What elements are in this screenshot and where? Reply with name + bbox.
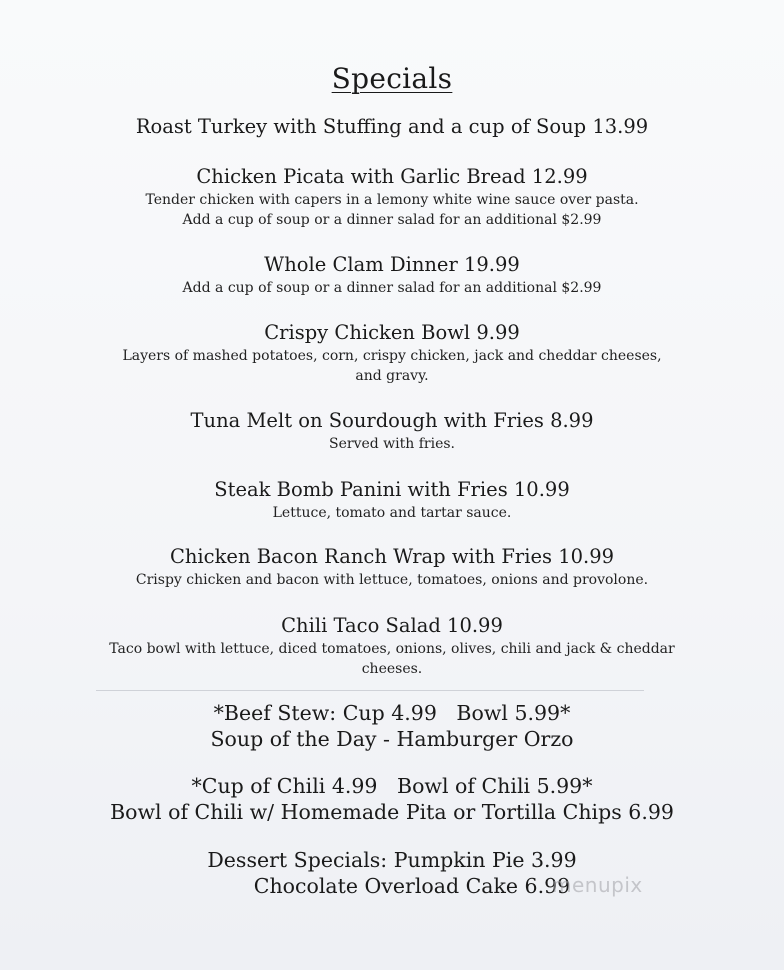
item-name: Roast Turkey with Stuffing and a cup of Soup 13.99: [135, 115, 649, 138]
chili-prices-line: *Cup of Chili 4.99 Bowl of Chili 5.99*: [191, 774, 593, 798]
menu-item: [40, 320, 744, 386]
page-title: Specials: [331, 62, 453, 95]
item-name: Crispy Chicken Bowl 9.99: [264, 321, 520, 344]
item-name: Whole Clam Dinner 19.99: [264, 253, 520, 276]
menu-item: [40, 544, 744, 590]
dessert-line-1: Dessert Specials: Pumpkin Pie 3.99: [207, 848, 577, 872]
item-description: Lettuce, tomato and tartar sauce.: [272, 505, 512, 521]
item-description: Served with fries.: [329, 436, 455, 452]
item-description: cheeses.: [361, 661, 423, 677]
item-description: Layers of mashed potatoes, corn, crispy chicken, jack and cheddar cheeses,: [122, 348, 662, 364]
watermark-logo: menupix: [552, 873, 643, 897]
soup-section: [40, 700, 744, 752]
menu-item: [40, 477, 744, 523]
menu-item: [40, 252, 744, 298]
item-description: Tender chicken with capers in a lemony white wine sauce over pasta.: [145, 192, 639, 208]
item-description: Add a cup of soup or a dinner salad for an additional $2.99: [182, 280, 602, 296]
item-name: Chili Taco Salad 10.99: [281, 614, 503, 637]
menu-item: [40, 114, 744, 140]
soup-of-the-day-line: Soup of the Day - Hamburger Orzo: [210, 727, 574, 751]
chili-section: [40, 773, 744, 825]
menu-item: [40, 613, 744, 679]
item-name: Tuna Melt on Sourdough with Fries 8.99: [190, 409, 594, 432]
item-name: Steak Bomb Panini with Fries 10.99: [214, 478, 570, 501]
dessert-line-2: Chocolate Overload Cake 6.99: [253, 874, 571, 898]
section-divider: [96, 690, 644, 691]
menu-item: [40, 408, 744, 454]
chili-chips-line: Bowl of Chili w/ Homemade Pita or Tortilla Chips 6.99: [110, 800, 674, 824]
item-name: Chicken Picata with Garlic Bread 12.99: [196, 165, 588, 188]
item-name: Chicken Bacon Ranch Wrap with Fries 10.99: [169, 545, 615, 568]
item-description: Taco bowl with lettuce, diced tomatoes, onions, olives, chili and jack & cheddar: [109, 641, 675, 657]
item-description: and gravy.: [355, 368, 429, 384]
item-description: Add a cup of soup or a dinner salad for an additional $2.99: [182, 212, 602, 228]
menu-item: [40, 164, 744, 230]
item-description: Crispy chicken and bacon with lettuce, tomatoes, onions and provolone.: [135, 572, 649, 588]
beef-stew-line: *Beef Stew: Cup 4.99 Bowl 5.99*: [213, 701, 571, 725]
